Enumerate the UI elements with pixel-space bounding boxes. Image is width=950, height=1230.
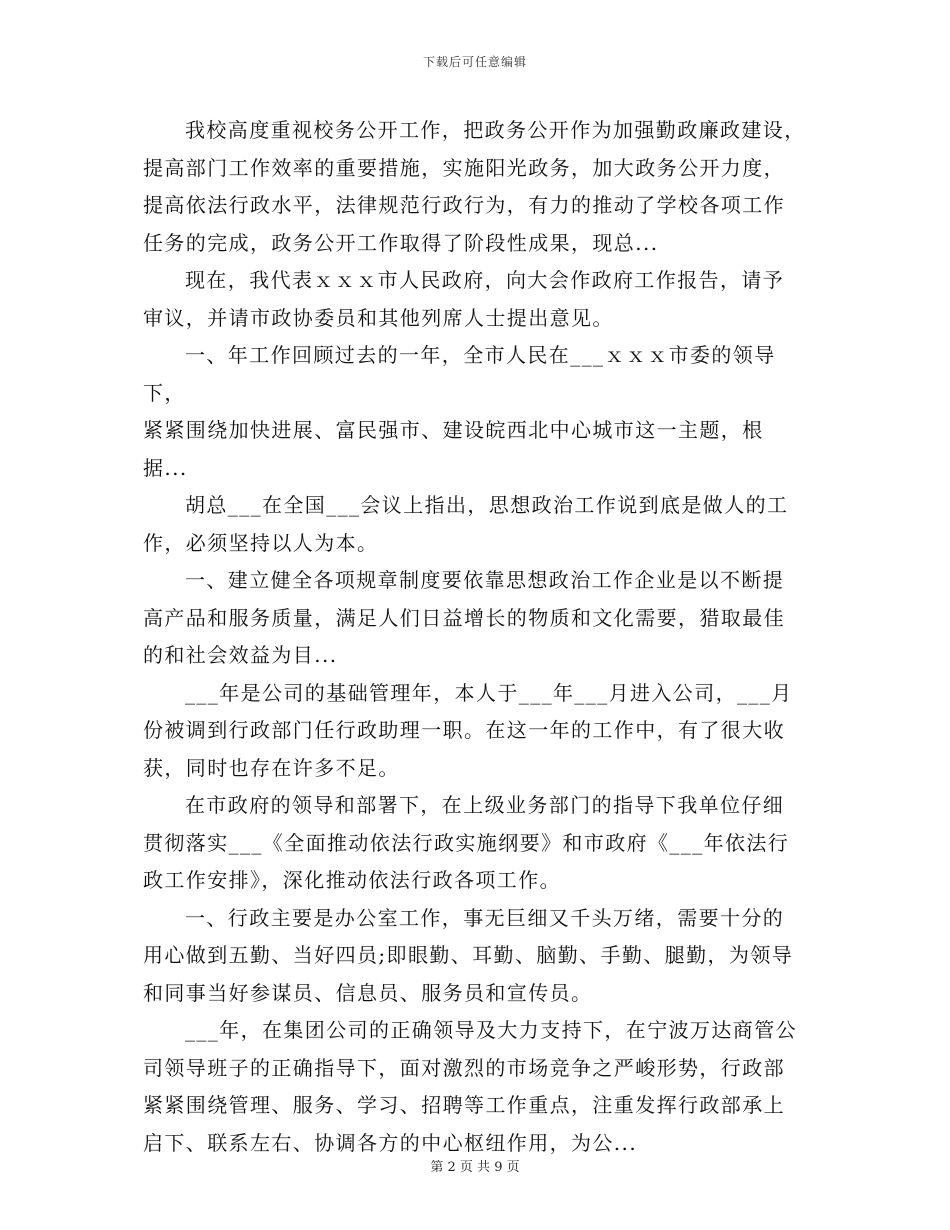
paragraph: 一、年工作回顾过去的一年，全市人民在___ｘｘｘ市委的领导下， 紧紧围绕加快进展、富民强市、建设皖西北中心城市这一主题，根 据... xyxy=(143,343,776,480)
paragraph: 我校高度重视校务公开工作，把政务公开作为加强勤政廉政建设， 提高部门工作效率的重要措施，实施阳光政务，加大政务公开力度， 提高依法行政水平，法律规范行政行为，有力的推动了学校各项工作 任务的完成，政务公开工作取得了阶段性成果，现总... xyxy=(143,118,806,255)
paragraph: 一、建立健全各项规章制度要依靠思想政治工作企业是以不断提 高产品和服务质量，满足人们日益增长的物质和文化需要，猎取最佳 的和社会效益为目... xyxy=(143,568,785,667)
paragraph: ___年，在集团公司的正确领导及大力支持下，在宁波万达商管公 司领导班子的正确指导下，面对激烈的市场竞争之严峻形势，行政部 紧紧围绕管理、服务、学习、招聘等工作重点，注重发挥行政部承上 启下、联系左右、协调各方的中心枢纽作用，为公... xyxy=(143,1018,797,1155)
paragraph: 现在，我代表ｘｘｘ市人民政府，向大会作政府工作报告，请予 审议，并请市政协委员和其他列席人士提出意见。 xyxy=(143,268,785,330)
paragraph: 一、行政主要是办公室工作，事无巨细又千头万绪，需要十分的 用心做到五勤、当好四员;即眼勤、耳勤、脑勤、手勤、腿勤，为领导 和同事当好参谋员、信息员、服务员和宣传员。 xyxy=(143,905,794,1005)
paragraph: ___年是公司的基础管理年，本人于___年___月进入公司，___月 份被调到行政部门任行政助理一职。在这一年的工作中，有了很大收 获，同时也存在许多不足。 xyxy=(143,680,793,780)
page-header: 下载后可任意编辑 xyxy=(422,55,527,69)
paragraph: 胡总___在全国___会议上指出，思想政治工作说到底是做人的工 作，必须坚持以人为本。 xyxy=(143,493,789,555)
page-number: 第 2 页 共 9 页 xyxy=(430,1160,520,1175)
document-body xyxy=(143,112,808,1162)
paragraph: 在市政府的领导和部署下，在上级业务部门的指导下我单位仔细 贯彻落实___《全面推动依法行政实施纲要》和市政府《___年依法行 政工作安排》，深化推动依法行政各项工作。 xyxy=(143,793,790,892)
